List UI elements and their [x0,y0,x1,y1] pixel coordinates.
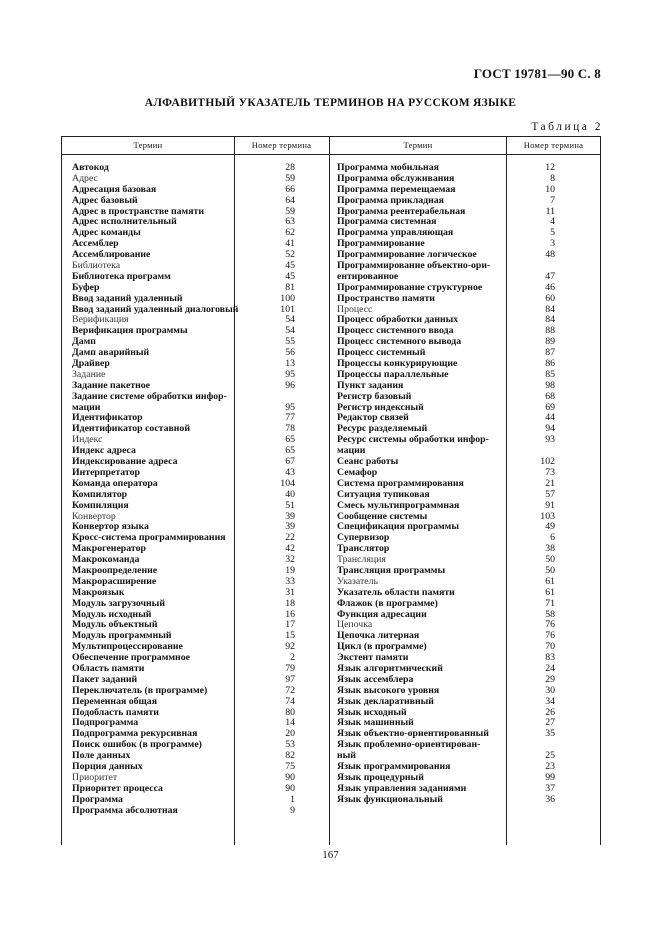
term-number: 34 [545,695,555,707]
term-text: Процесс системного ввода [337,325,454,337]
term-number: 85 [545,368,555,380]
table-row [330,196,598,207]
term-number: 53 [285,739,295,751]
term-number: 4 [550,216,555,228]
term-number: 72 [285,684,295,696]
table-row [330,435,598,446]
term-number: 94 [545,423,555,435]
table-row [330,697,598,708]
term-number: 42 [285,543,295,555]
term-text: Программа системная [337,216,437,228]
column-header-term-2: Термин [403,140,433,150]
term-number: 48 [545,249,555,261]
term-text: Язык процедурный [337,771,424,783]
term-text: Язык программирования [337,760,451,772]
term-number: 28 [285,162,295,173]
term-number: 35 [545,728,555,740]
term-number: 3 [550,238,555,250]
term-text: ентированное [337,270,399,282]
term-number: 36 [545,793,555,805]
term-number: 39 [285,521,295,533]
term-text: Адрес исполнительный [72,216,177,228]
term-text: мации [72,401,101,413]
term-number: 37 [545,782,555,794]
term-text: Процесс [337,303,373,315]
term-number: 61 [545,575,555,587]
term-number: 27 [545,717,555,729]
term-number: 20 [285,728,295,740]
term-text: Программа [72,793,123,805]
term-text: Порция данных [72,760,143,772]
term-text: Указатель [337,575,378,587]
term-number: 82 [285,750,295,762]
term-number: 98 [545,379,555,391]
term-number: 16 [285,608,295,620]
term-text: Макрокоманда [72,554,140,566]
term-text: Семафор [337,466,378,478]
term-text: Процесс системный [337,347,426,359]
term-number: 74 [285,695,295,707]
term-text: Макрорасширение [72,575,157,587]
term-number: 51 [285,499,295,511]
term-text: Интерпретатор [72,466,140,478]
term-number: 10 [545,183,555,195]
term-text: Трансляция [337,554,386,566]
term-number: 7 [550,194,555,206]
term-text: Обеспечение программное [72,652,190,664]
term-text: Язык машинный [337,717,414,729]
term-text: Программирование структурное [337,281,483,293]
table-row [62,501,330,512]
term-number: 60 [545,292,555,304]
term-number: 12 [545,162,555,173]
term-number: 68 [545,390,555,402]
term-text: Смесь мультипрограммная [337,499,460,511]
table-row [62,795,330,806]
term-number: 64 [285,194,295,206]
term-number: 62 [285,227,295,239]
term-text: Транслятор [337,543,390,555]
term-number: 102 [540,456,555,468]
term-number: 59 [285,205,295,217]
term-text: Пункт задания [337,379,404,391]
term-number: 96 [285,379,295,391]
term-number: 38 [545,543,555,555]
term-text: Конвертор [72,510,116,522]
term-text: Программирование объектно-ори- [337,260,491,272]
term-number: 9 [290,804,295,816]
terms-table [61,136,601,845]
term-text: ный [337,750,356,762]
term-number: 45 [285,260,295,272]
term-number: 15 [285,630,295,642]
term-number: 87 [545,347,555,359]
term-text: Программа управляющая [337,227,454,239]
term-number: 46 [545,281,555,293]
term-number: 69 [545,401,555,413]
term-text: Область памяти [72,662,145,674]
term-text: Язык ассемблера [337,673,414,685]
term-number: 70 [545,641,555,653]
term-number: 90 [285,771,295,783]
term-number: 30 [545,684,555,696]
term-text: Супервизор [337,532,390,544]
term-text: Задание системе обработки инфор- [72,390,227,402]
term-text: Идентификатор составной [72,423,190,435]
term-text: Приоритет процесса [72,782,163,794]
term-text: Идентификатор [72,412,143,424]
table-row [330,740,598,751]
term-text: Спецификация программы [337,521,459,533]
term-number: 23 [545,760,555,772]
term-number: 29 [545,673,555,685]
term-text: Верификация программы [72,325,188,337]
term-number: 50 [545,564,555,576]
term-number: 101 [280,303,295,315]
term-text: Экстент памяти [337,652,409,664]
table-row [330,294,598,305]
term-text: Указатель области памяти [337,586,455,598]
term-text: Процесс обработки данных [337,314,459,326]
term-number: 61 [545,586,555,598]
term-text: Сообщение системы [337,510,428,522]
term-number: 99 [545,771,555,783]
term-text: Адрес базовый [72,194,138,206]
term-text: Автокод [72,162,109,173]
term-text: Ассемблирование [72,249,151,261]
term-text: Библиотека программ [72,270,171,282]
term-number: 97 [285,673,295,685]
term-text: Модуль исходный [72,608,152,620]
term-text: Цепочка [337,619,373,631]
term-number: 66 [285,183,295,195]
term-number: 18 [285,597,295,609]
term-text: Программирование логическое [337,249,477,261]
term-text: Ввод заданий удаленный диалоговый [72,303,239,315]
term-text: Пространство памяти [337,292,435,304]
table-row [330,795,598,806]
term-text: Адресация базовая [72,183,157,195]
term-number: 2 [290,652,295,664]
table-row [330,588,598,599]
term-text: Программа мобильная [337,162,439,173]
term-number: 14 [285,717,295,729]
term-text: Язык декларативный [337,695,434,707]
term-number: 65 [285,434,295,446]
term-text: Макроопределение [72,564,158,576]
term-number: 90 [285,782,295,794]
term-number: 84 [545,303,555,315]
term-number: 100 [280,292,295,304]
term-text: Поиск ошибок (в программе) [72,739,202,751]
term-text: Поле данных [72,750,131,762]
term-text: Флажок (в программе) [337,597,438,609]
page-title: АЛФАВИТНЫЙ УКАЗАТЕЛЬ ТЕРМИНОВ НА РУССКОМ ЯЗЫКЕ [144,97,517,109]
term-text: Индекс адреса [72,445,136,457]
term-number: 49 [545,521,555,533]
term-number: 88 [545,325,555,337]
table-label: Таблица 2 [531,121,603,133]
term-text: Программа прикладная [337,194,444,206]
table-row [330,599,598,610]
term-number: 63 [285,216,295,228]
term-text: Индексирование адреса [72,456,178,468]
term-text: Модуль объектный [72,619,158,631]
term-number: 59 [285,172,295,184]
term-number: 95 [285,401,295,413]
table-row [330,686,598,697]
term-number: 13 [285,358,295,370]
term-text: Библиотека [72,260,121,272]
term-text: Язык функциональный [337,793,443,805]
term-text: Ситуация тупиковая [337,488,430,500]
term-text: Программа абсолютная [72,804,178,816]
right-column-entries [330,163,598,806]
term-number: 71 [545,597,555,609]
table-row [62,588,330,599]
term-text: Система программирования [337,477,464,489]
term-text: Подпрограмма рекурсивная [72,728,198,740]
term-text: Адрес команды [72,227,141,239]
term-text: мации [337,445,366,457]
term-number: 21 [545,477,555,489]
term-number: 76 [545,619,555,631]
term-number: 41 [285,238,295,250]
term-text: Ресурс системы обработки инфор- [337,434,489,446]
term-text: Ресурс разделяемый [337,423,428,435]
term-number: 92 [285,641,295,653]
term-number: 39 [285,510,295,522]
term-number: 75 [285,760,295,772]
term-number: 78 [285,423,295,435]
term-text: Подпрограмма [72,717,139,729]
table-row [62,392,330,403]
term-number: 33 [285,575,295,587]
term-text: Программирование [337,238,425,250]
term-number: 79 [285,662,295,674]
term-text: Модуль загрузочный [72,597,165,609]
term-text: Верификация [72,314,129,326]
term-text: Макроязык [72,586,125,598]
term-number: 81 [285,281,295,293]
term-number: 84 [545,314,555,326]
term-number: 103 [540,510,555,522]
term-number: 86 [545,358,555,370]
term-number: 67 [285,456,295,468]
column-header-number-2: Номер термина [523,140,584,150]
term-number: 40 [285,488,295,500]
term-number: 31 [285,586,295,598]
term-text: Конвертор языка [72,521,149,533]
term-text: Процесс системного вывода [337,336,462,348]
term-number: 54 [285,325,295,337]
table-row [330,501,598,512]
term-text: Задание [72,368,106,380]
term-text: Редактор связей [337,412,409,424]
term-text: Буфер [72,281,100,293]
term-text: Язык проблемно-ориентирован- [337,739,481,751]
term-text: Переключатель (в программе) [72,684,208,696]
term-number: 57 [545,488,555,500]
term-text: Переменная общая [72,695,157,707]
term-text: Процессы конкурирующие [337,358,458,370]
term-text: Язык объектно-ориентированный [337,728,489,740]
term-number: 1 [290,793,295,805]
term-number: 47 [545,270,555,282]
term-text: Индекс [72,434,103,446]
term-text: Адрес в пространстве памяти [72,205,204,217]
term-number: 77 [285,412,295,424]
term-number: 95 [285,368,295,380]
term-text: Функция адресации [337,608,427,620]
term-text: Драйвер [72,358,110,370]
table-row [330,490,598,501]
term-text: Процессы параллельные [337,368,449,380]
term-text: Программа обслуживания [337,172,455,184]
term-number: 93 [545,434,555,446]
term-number: 54 [285,314,295,326]
term-number: 50 [545,554,555,566]
term-text: Дамп [72,336,96,348]
term-text: Приоритет [72,771,118,783]
term-number: 26 [545,706,555,718]
table-row [62,294,330,305]
term-text: Программа реентерабельная [337,205,466,217]
term-text: Язык алгоритмический [337,662,443,674]
term-number: 5 [550,227,555,239]
term-text: Цикл (в программе) [337,641,427,653]
term-number: 22 [285,532,295,544]
column-header-term: Термин [133,140,163,150]
term-text: Ввод заданий удаленный [72,292,183,304]
table-row [62,697,330,708]
column-header-number: Номер термина [251,140,312,150]
term-number: 45 [285,270,295,282]
term-text: Регистр базовый [337,390,412,402]
term-number: 58 [545,608,555,620]
term-text: Задание пакетное [72,379,151,391]
left-column-entries [62,163,330,816]
term-number: 55 [285,336,295,348]
table-row [62,490,330,501]
term-text: Компилятор [72,488,128,500]
term-text: Пакет заданий [72,673,138,685]
term-number: 76 [545,630,555,642]
standard-header: ГОСТ 19781—90 С. 8 [473,66,601,81]
term-text: Цепочка литерная [337,630,420,642]
table-row [62,196,330,207]
term-number: 17 [285,619,295,631]
term-text: Язык исходный [337,706,407,718]
term-number: 44 [545,412,555,424]
term-number: 89 [545,336,555,348]
term-number: 91 [545,499,555,511]
term-number: 80 [285,706,295,718]
term-text: Мультипроцессирование [72,641,183,653]
term-text: Компиляция [72,499,129,511]
term-number: 43 [285,466,295,478]
term-number: 8 [550,172,555,184]
term-number: 6 [550,532,555,544]
term-text: Адрес [72,172,98,184]
term-text: Программа перемещаемая [337,183,456,195]
table-row [62,686,330,697]
term-number: 11 [545,205,555,217]
term-text: Кросс-система программирования [72,532,226,544]
term-text: Команда оператора [72,477,158,489]
term-number: 73 [545,466,555,478]
term-text: Язык управления заданиями [337,782,467,794]
term-text: Регистр индексный [337,401,424,413]
term-number: 32 [285,554,295,566]
term-number: 65 [285,445,295,457]
term-text: Трансляция программы [337,564,446,576]
term-text: Подобласть памяти [72,706,159,718]
term-text: Модуль программный [72,630,172,642]
term-number: 52 [285,249,295,261]
term-text: Ассемблер [72,238,119,250]
table-row [330,392,598,403]
term-number: 83 [545,652,555,664]
term-text: Дамп аварийный [72,347,150,359]
term-text: Макрогенератор [72,543,146,555]
term-number: 19 [285,564,295,576]
term-number: 56 [285,347,295,359]
table-row [62,599,330,610]
term-text: Язык высокого уровня [337,684,440,696]
term-number: 104 [280,477,295,489]
page-number: 167 [322,849,339,861]
table-header [62,137,600,155]
term-number: 24 [545,662,555,674]
table-row [62,806,330,817]
term-number: 25 [545,750,555,762]
term-text: Сеанс работы [337,456,399,468]
